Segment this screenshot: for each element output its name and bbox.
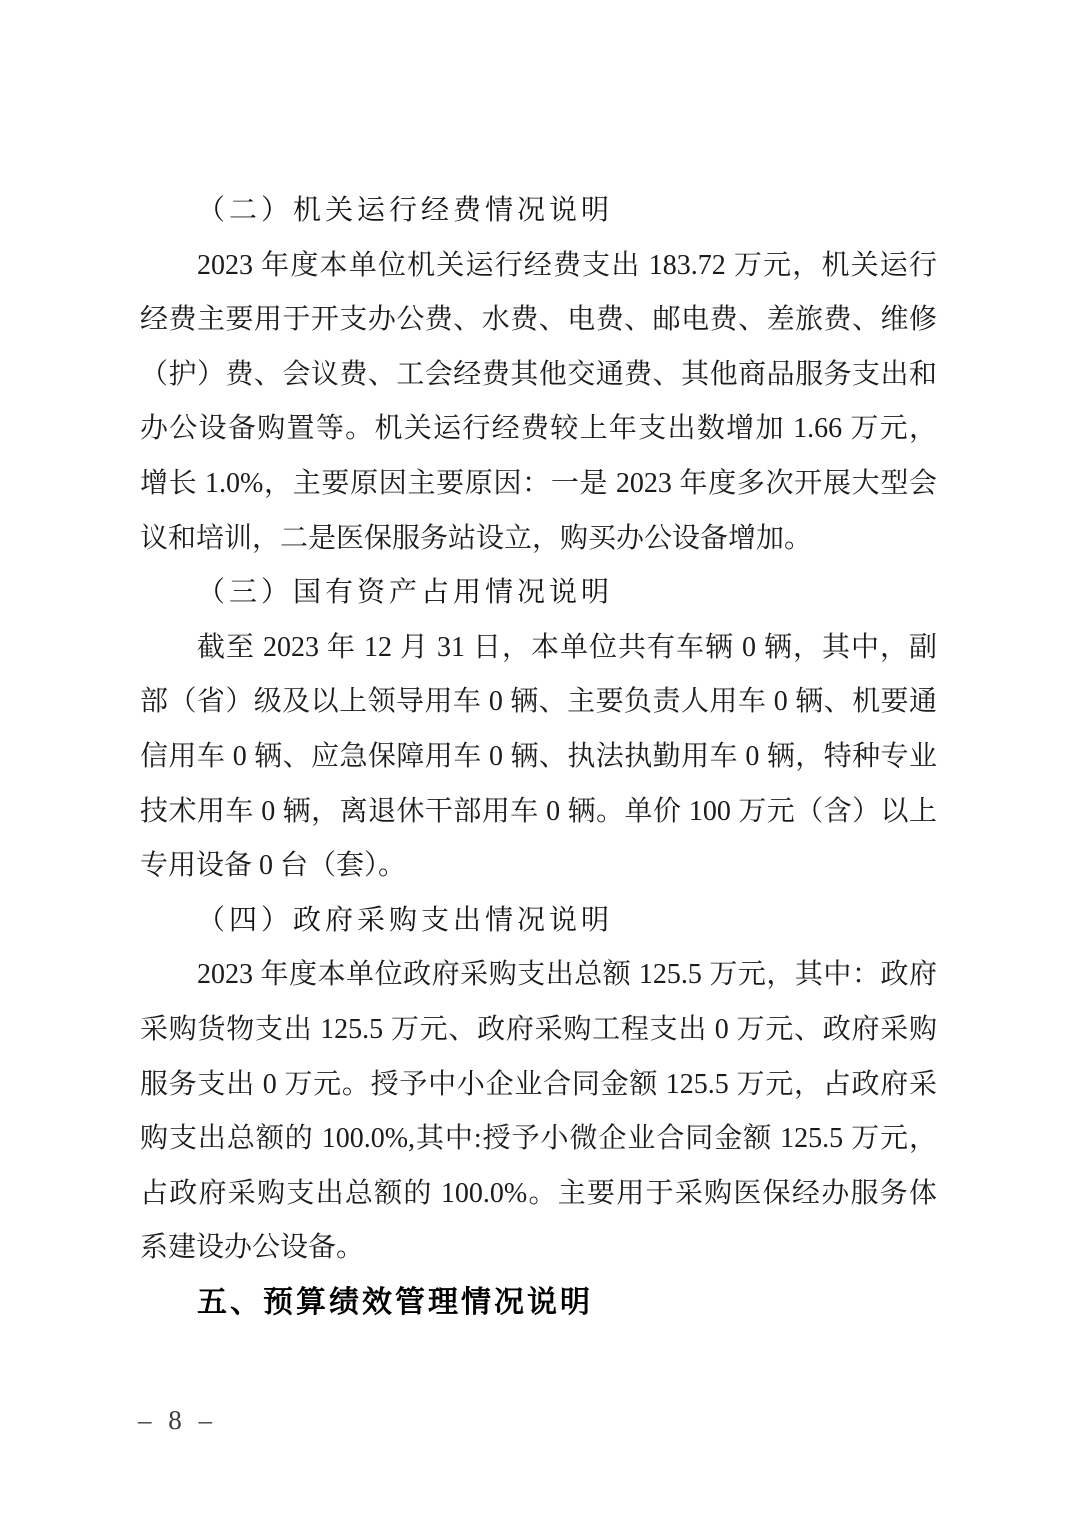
- text-line: 信用车 0 辆、应急保障用车 0 辆、执法执勤用车 0 辆，特种专业: [140, 740, 937, 772]
- text-line: 经费主要用于开支办公费、水费、电费、邮电费、差旅费、维修: [140, 304, 937, 336]
- text-line: 服务支出 0 万元。授予中小企业合同金额 125.5 万元，占政府采: [140, 1068, 937, 1100]
- text-line: 2023 年度本单位机关运行经费支出 183.72 万元，机关运行: [197, 249, 937, 281]
- heading-budget-performance: 五、预算绩效管理情况说明: [197, 1285, 593, 1319]
- text-line: （护）费、会议费、工会经费其他交通费、其他商品服务支出和: [140, 358, 937, 390]
- text-line: 购支出总额的 100.0%,其中:授予小微企业合同金额 125.5 万元，: [140, 1123, 937, 1155]
- text-line: 2023 年度本单位政府采购支出总额 125.5 万元，其中：政府: [197, 959, 937, 991]
- page-number: – 8 –: [138, 1405, 217, 1435]
- heading-agency-operating-costs: （二）机关运行经费情况说明: [197, 195, 614, 226]
- heading-government-procurement: （四）政府采购支出情况说明: [197, 904, 614, 936]
- text-line: 系建设办公设备。: [140, 1232, 365, 1264]
- text-line: 增长 1.0%，主要原因主要原因：一是 2023 年度多次开展大型会: [140, 467, 937, 499]
- text-line: 技术用车 0 辆，离退休干部用车 0 辆。单价 100 万元（含）以上: [140, 795, 937, 827]
- text-line: 专用设备 0 台（套）。: [140, 850, 407, 882]
- text-line: 采购货物支出 125.5 万元、政府采购工程支出 0 万元、政府采购: [140, 1013, 937, 1045]
- text-line: 占政府采购支出总额的 100.0%。主要用于采购医保经办服务体: [140, 1177, 937, 1209]
- text-line: 截至 2023 年 12 月 31 日，本单位共有车辆 0 辆，其中，副: [197, 631, 937, 663]
- text-line: 办公设备购置等。机关运行经费较上年支出数增加 1.66 万元，: [140, 413, 937, 445]
- heading-state-assets: （三）国有资产占用情况说明: [197, 577, 614, 609]
- document-body: [140, 184, 937, 1330]
- text-line: 议和培训，二是医保服务站设立，购买办公设备增加。: [140, 522, 813, 554]
- text-line: 部（省）级及以上领导用车 0 辆、主要负责人用车 0 辆、机要通: [140, 686, 937, 718]
